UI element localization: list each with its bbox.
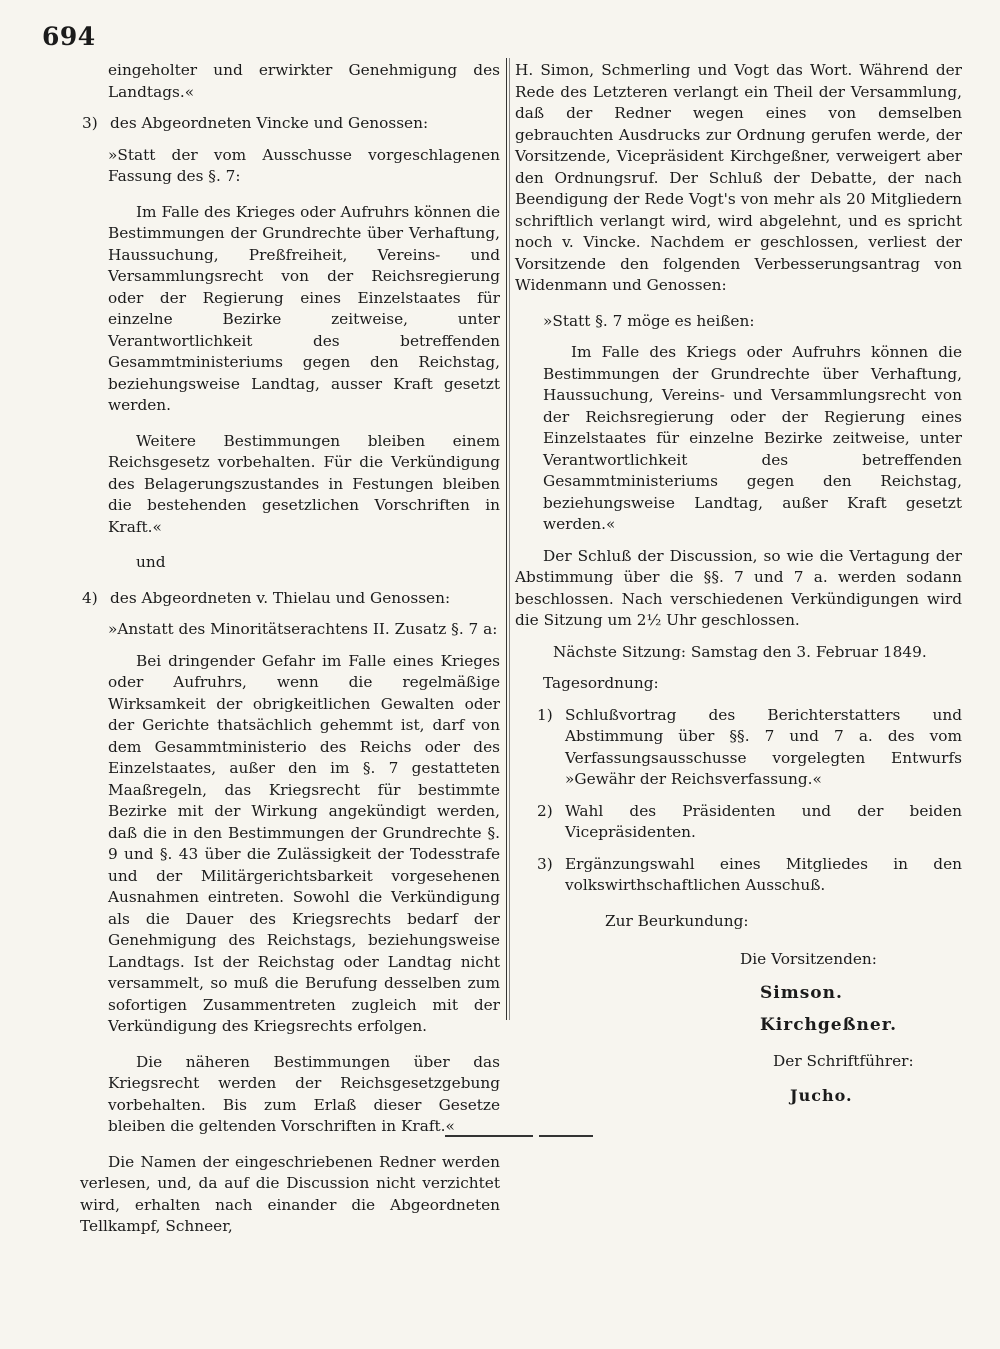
paragraph: Bei dringender Gefahr im Falle eines Krieges oder Aufruhrs, wenn die regelmäßige Wirksamkeit der obrigkeitlichen Gewalten oder der Gerichte thatsächlich gehemmt ist, darf von dem Gesammtministerio des Reichs oder des Einzelstaates, außer den im §. 7 gestatteten Maaßregeln, das Kriegsrecht für bestimmte Bezirke mit der Wirkung angekündigt werden, daß die in den Bestimmungen der Grundrechte §. 9 und §. 43 über die Zulässigkeit der Todesstrafe und der Militärgerichtsbarkeit vorgesehenen Ausnahmen eintreten. Sowohl die Verkündigung als die Dauer des Kriegsrechts bedarf der Genehmigung des Reichstags, beziehungsweise Landtags. Ist der Reichstag oder Landtag nicht versammelt, so muß die Berufung desselben zum sofortigen Zusammentreten zugleich mit der Verkündigung des Kriegsrechts erfolgen. [108,651,500,1035]
page-number: 694 [42,22,96,51]
chairs-label: Die Vorsitzenden: [740,949,877,968]
paragraph: »Statt §. 7 möge es heißen: [543,311,755,330]
item-number: 4) [82,588,98,607]
agenda-item [515,854,962,897]
agenda-item-text: Ergänzungswahl eines Mitgliedes in den volkswirthschaftlichen Ausschuß. [565,854,962,894]
motion-heading-text: des Abgeordneten v. Thielau und Genossen: [110,588,451,607]
paragraph: Die Namen der eingeschriebenen Redner werden verlesen, und, da auf die Discussion nicht verzichtet wird, erhalten nach einander die Abgeordneten Tellkampf, Schneer, [80,1152,500,1235]
paragraph: Weitere Bestimmungen bleiben einem Reichsgesetz vorbehalten. Für die Verkündigung des Belagerungszustandes in Festungen bleiben die bestehenden gesetzlichen Vorschriften in Kraft.« [108,431,500,536]
column-divider-shadow [509,58,510,1020]
item-number: 1) [537,705,553,724]
agenda-item [515,801,962,844]
right-column [515,60,962,1105]
motion-heading [80,113,500,135]
paragraph: eingeholter und erwirkter Genehmigung des Landtags.« [108,61,500,101]
item-number: 3) [537,854,553,873]
column-divider [506,58,507,1020]
next-session: Nächste Sitzung: Samstag den 3. Februar 1849. [553,642,927,661]
paragraph: H. Simon, Schmerling und Vogt das Wort. Während der Rede des Letzteren verlangt ein Theil der Versammlung, daß der Redner wegen eines von demselben gebrauchten Ausdrucks zur Ordnung gerufen werde, der Vorsitzende, Vicepräsident Kirchgeßner, verweigert aber den Ordnungsruf. Der Schluß der Debatte, der nach Beendigung der Rede Vogt's von mehr als 20 Mitgliedern schriftlich verlangt wird, wird abgelehnt, und es spricht noch v. Vincke. Nachdem er geschlossen, verliest der Vorsitzende den folgenden Verbesserungsantrag von Widenmann und Genossen: [515,61,962,294]
agenda-item-text: Schlußvortrag des Berichterstatters und Abstimmung über §§. 7 und 7 a. des vom Verfassungsausschusse vorgelegten Entwurfs »Gewähr der Reichsverfassung.« [565,705,962,788]
signature-jucho: Jucho. [790,1085,853,1105]
signature-kirchgessner: Kirchgeßner. [760,1014,898,1035]
item-number: 2) [537,801,553,820]
left-column [80,60,500,1238]
certification-label: Zur Beurkundung: [605,911,749,930]
paragraph: und [136,553,166,571]
agenda-heading: Tagesordnung: [543,674,659,692]
closing-rule [445,1135,593,1137]
signature-simson: Simson. [760,982,843,1003]
motion-heading-text: des Abgeordneten Vincke und Genossen: [110,114,429,132]
paragraph: »Anstatt des Minoritätserachtens II. Zusatz §. 7 a: [108,620,498,638]
paragraph: Im Falle des Krieges oder Aufruhrs können die Bestimmungen der Grundrechte über Verhaftung, Haussuchung, Preßfreiheit, Vereins- und Versammlungsrecht von der Reichsregierung oder der Regierung eines Einzelstaates für einzelne Bezirke zeitweise, unter Verantwortlichkeit des betreffenden Gesammtministeriums gegen den Reichstag, beziehungsweise Landtag, ausser Kraft gesetzt werden. [108,202,500,414]
paragraph: Der Schluß der Discussion, so wie die Vertagung der Abstimmung über die §§. 7 und 7 a. werden sodann beschlossen. Nach verschiedenen Verkündigungen wird die Sitzung um 2½ Uhr geschlossen. [515,546,962,629]
item-number: 3) [82,114,98,132]
secretary-label: Der Schriftführer: [773,1051,914,1070]
agenda-item-text: Wahl des Präsidenten und der beiden Vicepräsidenten. [565,801,962,841]
motion-heading [80,588,500,610]
signature-block [515,911,962,1105]
agenda-item [515,705,962,791]
agenda-list [515,705,962,897]
paragraph: Die näheren Bestimmungen über das Kriegsrecht werden der Reichsgesetzgebung vorbehalten. Bis zum Erlaß dieser Gesetze bleiben die geltenden Vorschriften in Kraft.« [108,1052,500,1135]
paragraph: »Statt der vom Ausschusse vorgeschlagenen Fassung des §. 7: [108,145,500,185]
paragraph: Im Falle des Kriegs oder Aufruhrs können die Bestimmungen der Grundrechte über Verhaftung, Haussuchung, Vereins- und Versammlungsrecht von der Reichsregierung oder der Regierung eines Einzelstaates für einzelne Bezirke zeitweise, unter Verantwortlichkeit des betreffenden Gesammtministeriums gegen den Reichstag, beziehungsweise Landtag, außer Kraft gesetzt werden.« [543,343,962,533]
